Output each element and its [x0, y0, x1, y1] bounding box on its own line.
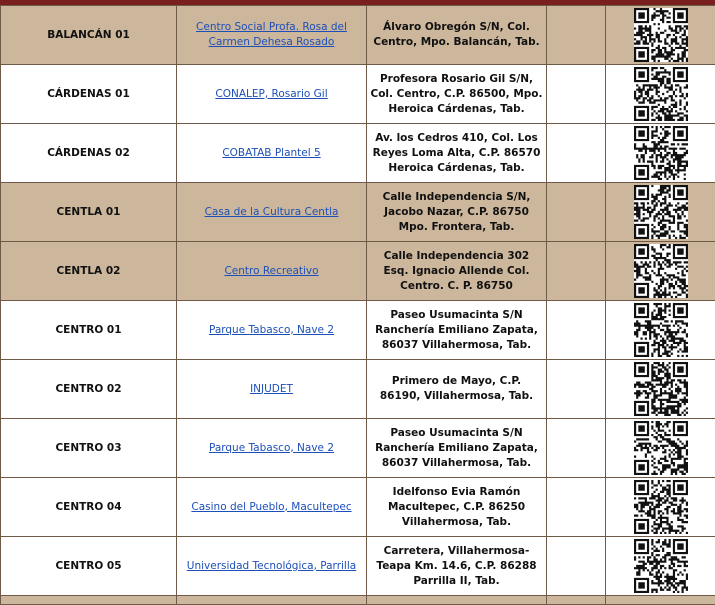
- venue-link[interactable]: Centro Recreativo: [224, 265, 318, 277]
- venue-cell: [177, 419, 367, 478]
- venue-cell: [177, 183, 367, 242]
- qr-code-icon[interactable]: [634, 539, 688, 593]
- table-row: [1, 183, 715, 242]
- empty-cell: [547, 596, 606, 605]
- district-cell: CÁRDENAS 02: [1, 124, 177, 183]
- qr-code-icon[interactable]: [634, 303, 688, 357]
- address-cell: Profesora Rosario Gil S/N, Col. Centro, C.P. 86500, Mpo. Heroica Cárdenas, Tab.: [367, 65, 547, 124]
- table-row: [1, 360, 715, 419]
- table-row: [1, 242, 715, 301]
- district-cell: CENTRO 04: [1, 478, 177, 537]
- address-cell: Av. los Cedros 410, Col. Los Reyes Loma Alta, C.P. 86570 Heroica Cárdenas, Tab.: [367, 124, 547, 183]
- venue-cell: [177, 65, 367, 124]
- empty-cell: [547, 419, 606, 478]
- qr-code-icon[interactable]: [634, 126, 688, 180]
- venue-link[interactable]: Casa de la Cultura Centla: [205, 206, 339, 218]
- qr-code-icon[interactable]: [634, 244, 688, 298]
- qr-cell: [606, 537, 715, 596]
- venue-cell: [177, 478, 367, 537]
- venue-link[interactable]: INJUDET: [250, 383, 293, 395]
- address-cell: Primero de Mayo, C.P. 86190, Villahermosa, Tab.: [367, 360, 547, 419]
- table-row-partial: [1, 596, 715, 605]
- qr-cell: [606, 478, 715, 537]
- qr-code-icon[interactable]: [634, 421, 688, 475]
- empty-cell: [1, 596, 177, 605]
- qr-cell: [606, 360, 715, 419]
- venue-link[interactable]: Centro Social Profa. Rosa del Carmen Dehesa Rosado: [196, 21, 347, 48]
- venue-cell: [177, 242, 367, 301]
- district-cell: CENTLA 01: [1, 183, 177, 242]
- venue-link[interactable]: Parque Tabasco, Nave 2: [209, 442, 334, 454]
- table-row: [1, 478, 715, 537]
- venue-cell: [177, 124, 367, 183]
- empty-cell: [367, 596, 547, 605]
- venue-link[interactable]: COBATAB Plantel 5: [222, 147, 320, 159]
- qr-code-icon[interactable]: [634, 8, 688, 62]
- qr-code-icon[interactable]: [634, 480, 688, 534]
- qr-code-icon[interactable]: [634, 362, 688, 416]
- qr-code-icon[interactable]: [634, 185, 688, 239]
- address-cell: Paseo Usumacinta S/N Ranchería Emiliano Zapata, 86037 Villahermosa, Tab.: [367, 419, 547, 478]
- empty-cell: [547, 478, 606, 537]
- venue-link[interactable]: Universidad Tecnológica, Parrilla: [187, 560, 356, 572]
- empty-cell: [547, 124, 606, 183]
- qr-cell: [606, 183, 715, 242]
- address-cell: Calle Independencia 302 Esq. Ignacio Allende Col. Centro. C. P. 86750: [367, 242, 547, 301]
- venue-cell: [177, 6, 367, 65]
- empty-cell: [547, 6, 606, 65]
- venues-table: [0, 5, 715, 605]
- district-cell: BALANCÁN 01: [1, 6, 177, 65]
- venue-cell: [177, 537, 367, 596]
- qr-cell: [606, 65, 715, 124]
- address-cell: Carretera, Villahermosa-Teapa Km. 14.6, C.P. 86288 Parrilla II, Tab.: [367, 537, 547, 596]
- qr-cell: [606, 242, 715, 301]
- qr-cell: [606, 6, 715, 65]
- district-cell: CÁRDENAS 01: [1, 65, 177, 124]
- district-cell: CENTRO 05: [1, 537, 177, 596]
- table-row: [1, 65, 715, 124]
- qr-cell: [606, 301, 715, 360]
- district-cell: CENTRO 02: [1, 360, 177, 419]
- table-row: [1, 537, 715, 596]
- qr-cell: [606, 124, 715, 183]
- qr-code-icon[interactable]: [634, 67, 688, 121]
- empty-cell: [547, 360, 606, 419]
- venue-cell: [177, 360, 367, 419]
- district-cell: CENTLA 02: [1, 242, 177, 301]
- empty-cell: [547, 183, 606, 242]
- empty-cell: [606, 596, 715, 605]
- address-cell: Idelfonso Evia Ramón Macultepec, C.P. 86250 Villahermosa, Tab.: [367, 478, 547, 537]
- table-row: [1, 6, 715, 65]
- table-row: [1, 301, 715, 360]
- district-cell: CENTRO 01: [1, 301, 177, 360]
- venue-link[interactable]: Casino del Pueblo, Macultepec: [191, 501, 351, 513]
- venue-cell: [177, 301, 367, 360]
- qr-cell: [606, 419, 715, 478]
- venue-link[interactable]: CONALEP, Rosario Gil: [215, 88, 327, 100]
- table-row: [1, 124, 715, 183]
- address-cell: Paseo Usumacinta S/N Ranchería Emiliano Zapata, 86037 Villahermosa, Tab.: [367, 301, 547, 360]
- district-cell: CENTRO 03: [1, 419, 177, 478]
- empty-cell: [177, 596, 367, 605]
- empty-cell: [547, 537, 606, 596]
- table-row: [1, 419, 715, 478]
- venue-link[interactable]: Parque Tabasco, Nave 2: [209, 324, 334, 336]
- empty-cell: [547, 242, 606, 301]
- empty-cell: [547, 301, 606, 360]
- address-cell: Álvaro Obregón S/N, Col. Centro, Mpo. Balancán, Tab.: [367, 6, 547, 65]
- address-cell: Calle Independencia S/N, Jacobo Nazar, C.P. 86750 Mpo. Frontera, Tab.: [367, 183, 547, 242]
- empty-cell: [547, 65, 606, 124]
